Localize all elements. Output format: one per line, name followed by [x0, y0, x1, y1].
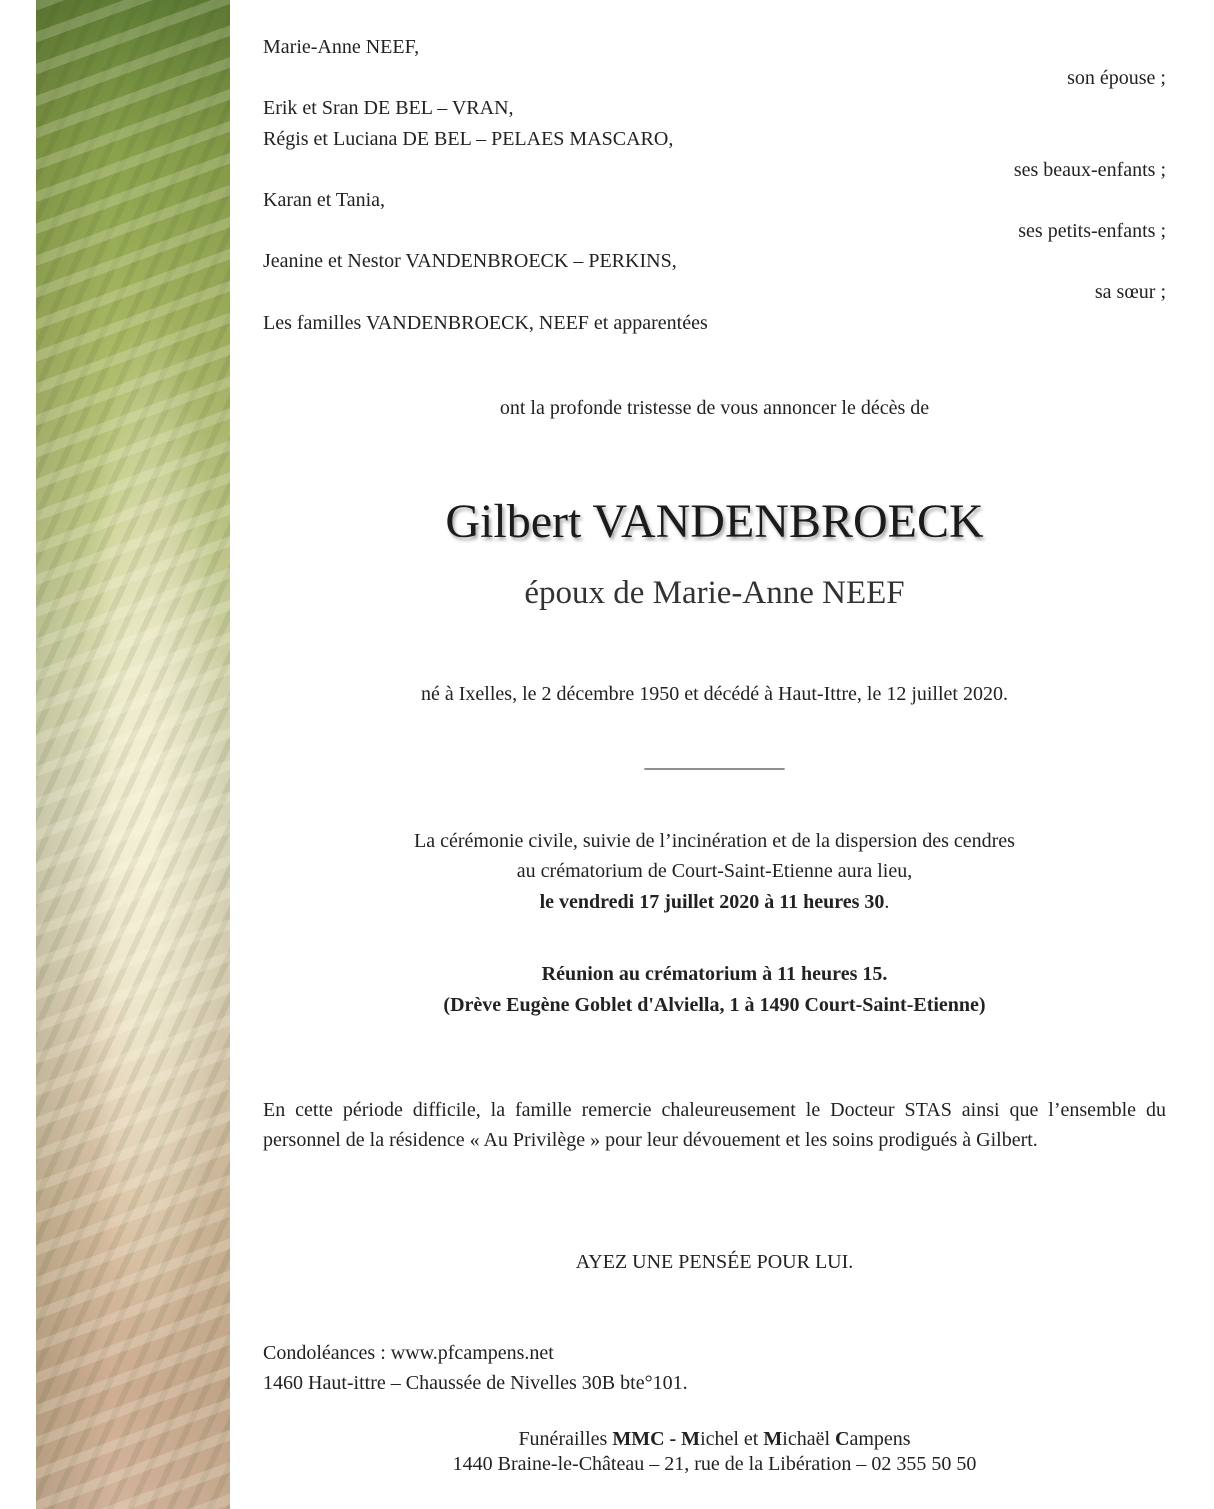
funeral-home-ampens: ampens	[849, 1428, 911, 1450]
death-notice	[263, 0, 1166, 1509]
spouse-name: Marie-Anne NEEF,	[263, 36, 420, 58]
funeral-home-address: 1440 Braine-le-Château – 21, rue de la Libération – 02 355 50 50	[452, 1453, 977, 1475]
deceased-spouse-line: époux de Marie-Anne NEEF	[524, 575, 905, 611]
condolences-address: 1460 Haut-ittre – Chaussée de Nivelles 30B bte°101.	[263, 1372, 688, 1394]
ceremony-line-2: au crématorium de Court-Saint-Etienne aura lieu,	[516, 860, 913, 882]
grandchildren: Karan et Tania,	[263, 189, 386, 211]
sister-role: sa sœur ;	[1094, 281, 1166, 303]
funeral-home-ichel: ichel et	[700, 1428, 764, 1450]
funeral-home-prefix: Funérailles	[518, 1428, 613, 1450]
separator-line: ______________	[644, 750, 785, 772]
ceremony-date	[263, 887, 1166, 917]
funeral-home-m1: M	[681, 1428, 701, 1450]
ceremony-date-end: .	[884, 891, 890, 913]
stepchildren-line-2: Régis et Luciana DE BEL – PELAES MASCARO,	[263, 128, 674, 150]
announcement: ont la profonde tristesse de vous annoncer le décès de	[499, 397, 930, 419]
sister: Jeanine et Nestor VANDENBROECK – PERKINS,	[263, 250, 677, 272]
birth-death-dates: né à Ixelles, le 2 décembre 1950 et décédé à Haut-Ittre, le 12 juillet 2020.	[421, 683, 1008, 705]
families: Les familles VANDENBROECK, NEEF et apparentées	[263, 312, 708, 334]
stepchildren-line-1: Erik et Sran DE BEL – VRAN,	[263, 97, 514, 119]
funeral-home-mmc: MMC -	[612, 1428, 682, 1450]
funeral-home-ichael: ichaël	[782, 1428, 836, 1450]
meeting-line-2: (Drève Eugène Goblet d'Alviella, 1 à 1490 Court-Saint-Etienne)	[443, 994, 986, 1016]
stepchildren-role: ses beaux-enfants ;	[1013, 159, 1166, 181]
deceased-name: Gilbert VANDENBROECK	[445, 495, 984, 548]
spouse-role: son épouse ;	[1067, 67, 1166, 89]
thanks-paragraph: En cette période difficile, la famille remercie chaleureusement le Docteur STAS ainsi que l’ensemble du personnel de la résidence « Au Privilège » pour leur dévouement et les soins prodigués à Gilbert.	[263, 1099, 1166, 1151]
meeting-line-1: Réunion au crématorium à 11 heures 15.	[541, 963, 888, 985]
ceremony-line-1: La cérémonie civile, suivie de l’incinération et de la dispersion des cendres	[414, 830, 1015, 852]
condolences-line: Condoléances : www.pfcampens.net	[263, 1342, 554, 1364]
sun-rays-texture	[36, 0, 230, 1509]
funeral-home-m2: M	[763, 1428, 783, 1450]
forest-path-image	[36, 0, 230, 1509]
funeral-home-c: C	[835, 1428, 850, 1450]
closing-line: AYEZ UNE PENSÉE POUR LUI.	[575, 1251, 854, 1273]
ceremony-date-bold: le vendredi 17 juillet 2020 à 11 heures 30	[539, 891, 885, 913]
grandchildren-role: ses petits-enfants ;	[1018, 220, 1166, 242]
